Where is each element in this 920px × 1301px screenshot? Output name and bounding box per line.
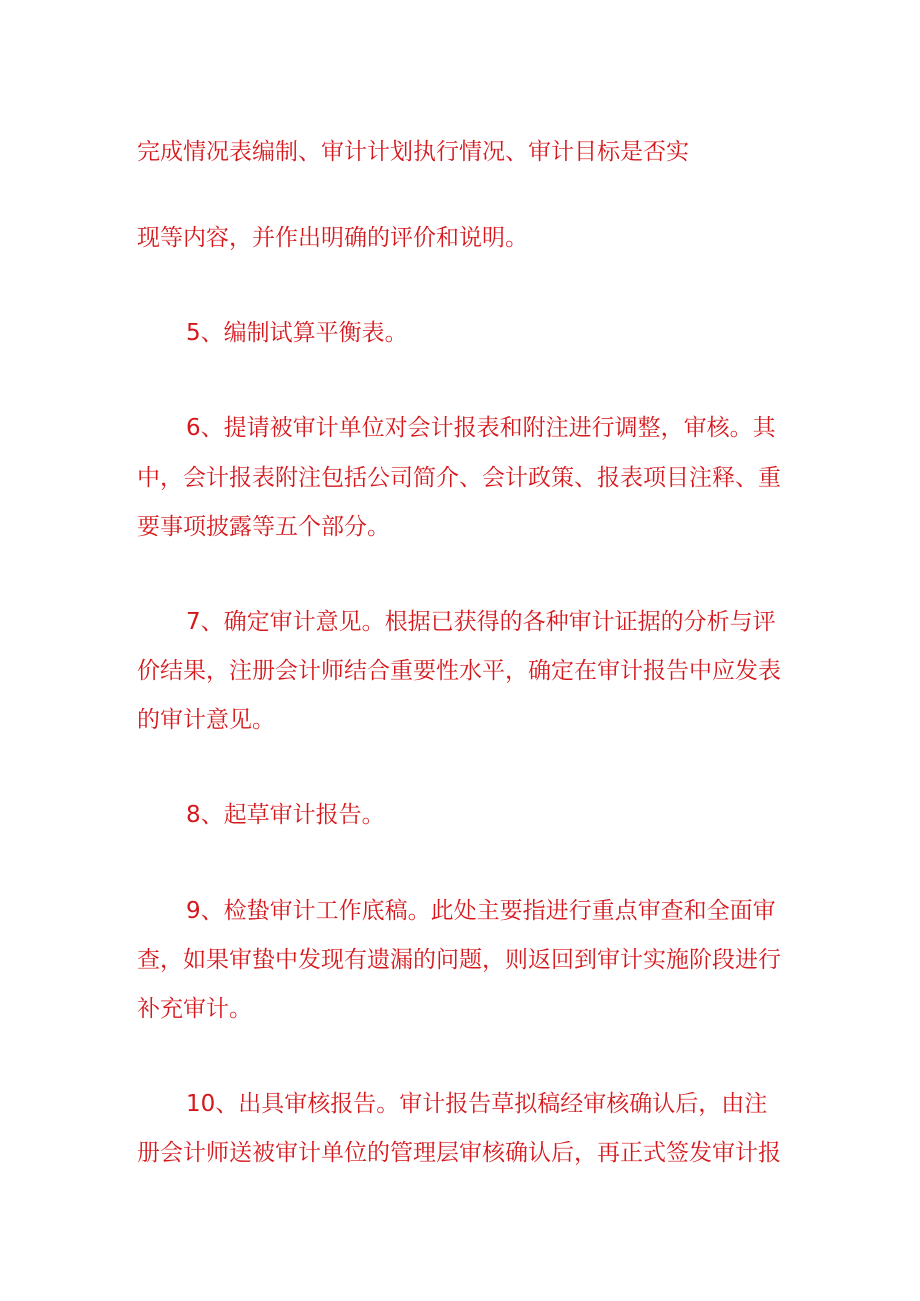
list-item-10: 10、出具审核报告。审计报告草拟稿经审核确认后，由注 <box>186 1091 768 1117</box>
text-line: 的审计意见。 <box>137 707 275 733</box>
list-item-8: 8、起草审计报告。 <box>186 802 385 828</box>
text-line: 要事项披露等五个部分。 <box>137 514 390 540</box>
list-item-5: 5、编制试算平衡表。 <box>186 320 408 346</box>
list-item-7: 7、确定审计意见。根据已获得的各种审计证据的分析与评 <box>186 609 776 635</box>
text-line: 价结果，注册会计师结合重要性水平，确定在审计报告中应发表 <box>137 658 781 684</box>
list-item-9: 9、检蛰审计工作底稿。此处主要指进行重点审查和全面审 <box>186 898 776 924</box>
text-line: 中，会计报表附注包括公司简介、会计政策、报表项目注释、重 <box>137 465 781 491</box>
list-item-6: 6、提请被审计单位对会计报表和附注进行调整，审核。其 <box>186 415 776 441</box>
text-line: 册会计师送被审计单位的管理层审核确认后，再正式签发审计报 <box>137 1140 781 1166</box>
text-line: 补充审计。 <box>137 996 252 1022</box>
text-line: 现等内容，并作出明确的评价和说明。 <box>137 225 528 251</box>
text-line: 查，如果审蛰中发现有遗漏的问题，则返回到审计实施阶段进行 <box>137 947 781 973</box>
text-line: 完成情况表编制、审计计划执行情况、审计目标是否实 <box>137 139 689 165</box>
